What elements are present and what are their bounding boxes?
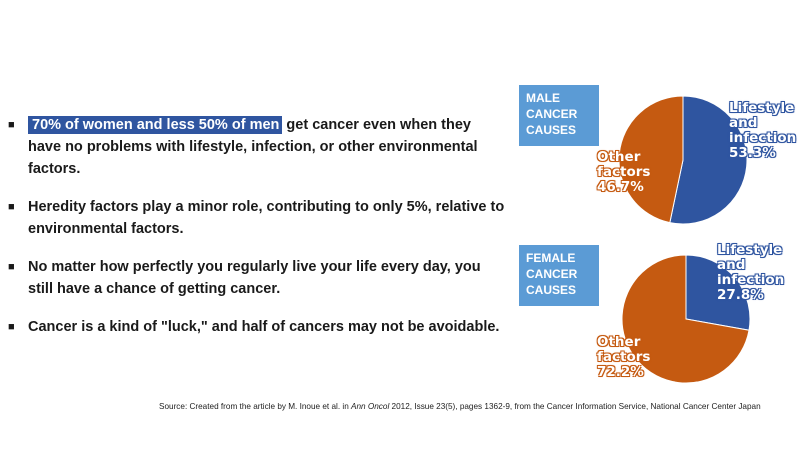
slice-label-line: Other: [597, 149, 641, 165]
chart-title-line: FEMALE: [526, 251, 576, 265]
slice-label-line: infection: [717, 272, 785, 288]
chart-title-line: CAUSES: [526, 123, 577, 137]
source-text: Source: Created from the article by M. Inoue et al. in: [159, 402, 352, 411]
source-citation: [159, 402, 761, 411]
bullet-text: No matter how perfectly you regularly live your life every day, you still have a chance of getting cancer.: [28, 259, 481, 297]
highlighted-text: 70% of women and less 50% of men: [28, 116, 282, 134]
female-other-label: [597, 335, 650, 380]
slice-value-label: 46.7%: [597, 179, 644, 195]
source-journal: Ann Oncol: [351, 402, 390, 411]
slice-value-label: 53.3%: [729, 145, 776, 161]
chart-title-line: CANCER: [526, 107, 578, 121]
female-chart-title: [519, 245, 599, 306]
chart-title-line: MALE: [526, 91, 560, 105]
bullet-text: Cancer is a kind of "luck," and half of cancers may not be avoidable.: [28, 319, 500, 335]
slice-value-label: 72.2%: [597, 364, 644, 380]
female-lifestyle-label: [717, 243, 784, 303]
bullet-marker: ■: [8, 321, 15, 333]
bullet-marker: ■: [8, 119, 15, 131]
male-other-label: [597, 150, 650, 195]
bullet-marker: ■: [8, 201, 15, 213]
slice-value-label: 27.8%: [717, 287, 764, 303]
chart-title-line: CANCER: [526, 267, 578, 281]
slice-label-line: factors: [597, 164, 651, 180]
bullet-text: Heredity factors play a minor role, contributing to only 5%, relative to environmental factors.: [28, 199, 505, 237]
bullet-item: [8, 316, 508, 338]
bullet-item: [8, 196, 508, 240]
male-lifestyle-label: [729, 101, 796, 161]
chart-title-line: CAUSES: [526, 283, 577, 297]
bullet-list: [8, 114, 508, 354]
slice-label-line: Lifestyle: [729, 100, 795, 116]
male-chart-title: [519, 85, 599, 146]
slice-label-line: infection: [729, 130, 797, 146]
slice-label-line: and: [729, 115, 758, 131]
slice-label-line: and: [717, 257, 746, 273]
slice-label-line: Other: [597, 334, 641, 350]
bullet-text: get cancer even when they have no problems with lifestyle, infection, or other environmental factors.: [28, 117, 478, 177]
slice-label-line: Lifestyle: [717, 242, 783, 258]
bullet-item: [8, 114, 508, 180]
bullet-marker: ■: [8, 261, 15, 273]
source-text: 2012, Issue 23(5), pages 1362-9, from the Cancer Information Service, National Cancer Center Japan: [389, 402, 761, 411]
slice-label-line: factors: [597, 349, 651, 365]
bullet-item: [8, 256, 508, 300]
